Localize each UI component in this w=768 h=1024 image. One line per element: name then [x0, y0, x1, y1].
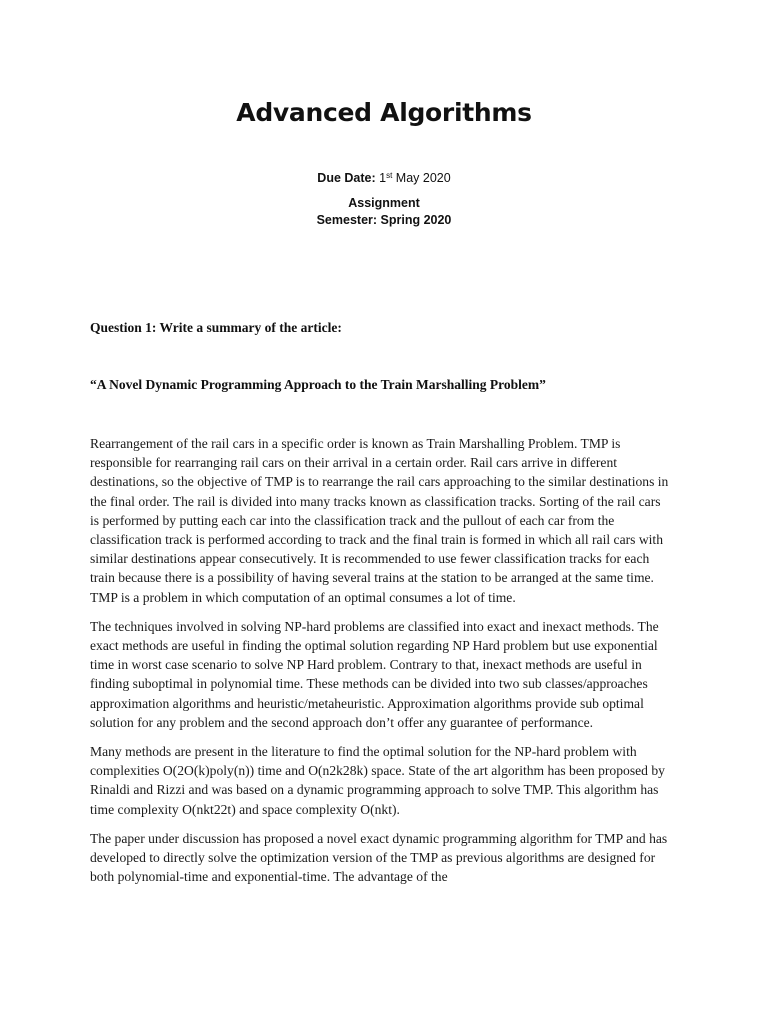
due-date-rest: May 2020 — [395, 171, 451, 185]
semester-label: Semester: Spring 2020 — [316, 213, 452, 227]
assignment-label: Assignment — [348, 196, 420, 210]
due-date-label: Due Date: — [317, 171, 376, 185]
due-date — [0, 170, 768, 187]
question-heading: Question 1: Write a summary of the article: — [90, 320, 342, 335]
due-date-day: 1 — [379, 171, 387, 185]
paragraph: Rearrangement of the rail cars in a specific order is known as Train Marshalling Problem. TMP is responsible for rearranging rail cars on their arrival in a certain order. Rail cars arrive in different destinations, so the objective of TMP is to rearrange the rail cars approaching to the similar destinations in the final order. The rail is divided into many tracks known as classification tracks. Sorting of the rail cars is performed by putting each car into the classification track and the pullout of each car from the classification track is performed according to track and the final train is formed in which all rail cars with similar destinations appear consecutively. It is recommended to use fewer classification tracks for each train because there is a possibility of having several trains at the station to be arranged at the same time. TMP is a problem in which computation of an optimal consumes a lot of time. — [90, 436, 669, 605]
summary-body — [90, 434, 670, 896]
due-date-suffix: st — [386, 171, 393, 180]
document-title: Advanced Algorithms — [236, 98, 532, 127]
paragraph: The techniques involved in solving NP-hard problems are classified into exact and inexact methods. The exact methods are useful in finding the optimal solution regarding NP Hard problem but use exponential time in worst case scenario to solve NP Hard problem. Contrary to that, inexact methods are useful in finding suboptimal in polynomial time. These methods can be divided into two sub classes/approaches approximation algorithms and heuristic/metaheuristic. Approximation algorithms provide sub optimal solution for any problem and the second approach don’t offer any guarantee of performance. — [90, 618, 659, 730]
paragraph: Many methods are present in the literature to find the optimal solution for the NP-hard problem with complexities O(2O(k)poly(n)) time and O(n2k28k) space. State of the art algorithm has been proposed by Rinaldi and Rizzi and was based on a dynamic programming approach to solve TMP. This algorithm has time complexity O(nkt22t) and space complexity O(nkt). — [90, 744, 665, 817]
paragraph: The paper under discussion has proposed a novel exact dynamic programming algorithm for TMP and has developed to directly solve the optimization version of the TMP as previous algorithms are designed for both polynomial-time and exponential-time. The advantage of the — [90, 830, 668, 885]
article-title: “A Novel Dynamic Programming Approach to the Train Marshalling Problem” — [90, 377, 546, 392]
